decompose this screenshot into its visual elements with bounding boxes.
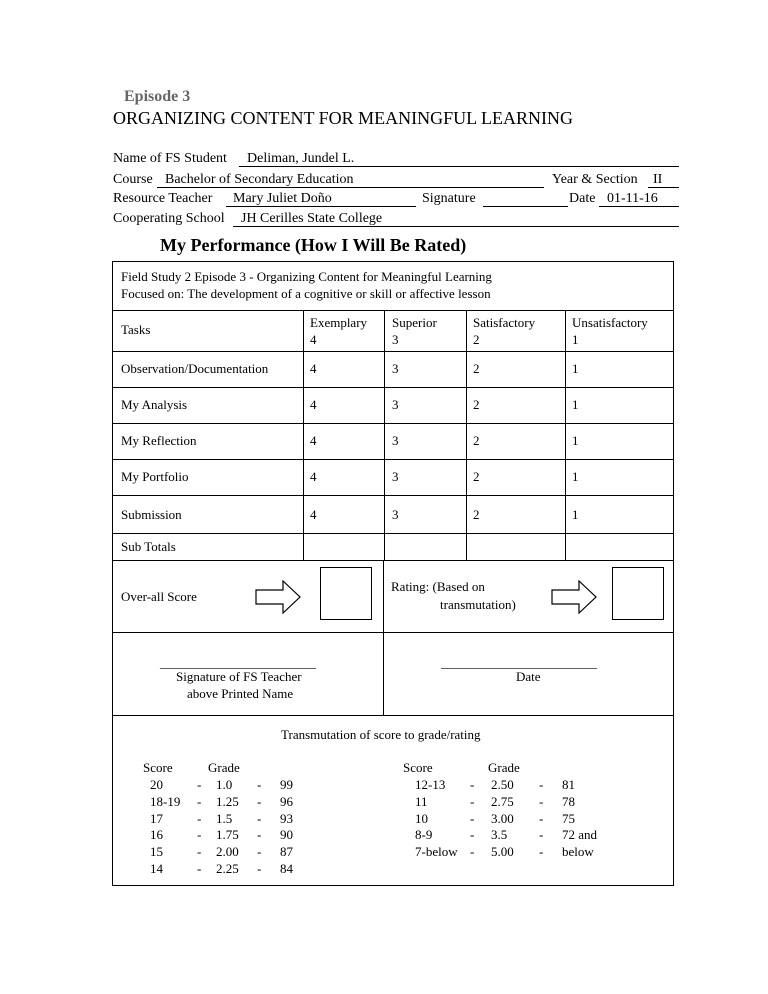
transmutation-left-ratings [280,777,293,878]
tasks-header: Tasks [121,322,151,337]
date-label: Date [569,191,596,206]
task-score: 4 [310,507,317,522]
transmutation-rating: 99 [280,777,293,792]
dash-column: - - - - - - [197,777,202,876]
col-divider [303,310,304,560]
transmutation-grade: 2.75 [491,793,514,809]
arrow-right-icon [255,580,301,614]
task-label: My Reflection [121,433,197,448]
rubric-intro-line1: Field Study 2 Episode 3 - Organizing Content for Meaningful Learning [121,269,492,284]
task-score: 4 [310,397,317,412]
teacher-value: Mary Juliet Doño [233,191,332,206]
date-line: ________________________ [441,655,597,670]
date-field-label: Date [516,669,541,684]
task-score: 4 [310,433,317,448]
overall-score-box[interactable] [320,567,372,620]
course-underline [157,187,544,188]
transmutation-score: 10 [415,810,428,826]
dash-column: - - - - - - [257,777,262,876]
level-label-satisfactory: Satisfactory [473,315,536,330]
level-points-satisfactory: 2 [473,332,480,347]
performance-title: My Performance (How I Will Be Rated) [160,235,467,255]
transmutation-grade: 2.00 [216,844,239,860]
row-divider [112,715,674,716]
row-divider [112,533,674,534]
rating-box[interactable] [612,567,664,620]
col-divider [466,310,467,560]
transmutation-score: 12-13 [415,777,446,792]
transmutation-score: 17 [150,810,163,826]
task-score: 2 [473,361,480,376]
transmutation-score: 8-9 [415,827,433,843]
rubric-intro-line2: Focused on: The development of a cognitive or skill or affective lesson [121,286,491,301]
transmutation-score: 7-below [415,844,458,860]
transmutation-rating: below [562,844,594,860]
row-divider [112,560,674,561]
dash-column: - - - - - [539,777,544,860]
transmutation-grade: 3.5 [491,827,508,843]
document-title: ORGANIZING CONTENT FOR MEANINGFUL LEARNING [113,108,573,128]
course-value: Bachelor of Secondary Education [165,172,354,187]
transmutation-score: 20 [150,777,163,792]
level-label-unsatisfactory: Unsatisfactory [572,315,648,330]
score-header: Score [143,760,173,775]
row-divider [112,495,674,496]
transmutation-left-grades [216,777,239,878]
dash-column: - - - - - [470,777,475,860]
task-label: Submission [121,507,182,522]
task-score: 1 [572,507,579,522]
transmutation-score: 18-19 [150,793,181,809]
signature-sublabel: above Printed Name [187,686,294,701]
episode-label: Episode 3 [124,88,191,105]
transmutation-grade: 5.00 [491,844,514,860]
task-label: My Analysis [121,397,188,412]
level-points-superior: 3 [392,332,399,347]
date-underline [599,206,679,207]
signature-line: ________________________ [160,655,316,670]
task-score: 3 [392,397,399,412]
transmutation-rating: 84 [280,860,293,876]
subtotals-label: Sub Totals [121,539,176,554]
task-score: 4 [310,469,317,484]
row-divider [112,310,674,311]
student-underline [239,166,679,167]
task-score: 2 [473,433,480,448]
transmutation-grade: 2.25 [216,860,239,876]
transmutation-left-scores [150,777,180,878]
transmutation-score: 11 [415,793,428,809]
signature-label: Signature [422,191,476,206]
year-underline [648,187,679,188]
transmutation-rating: 90 [280,827,293,843]
transmutation-rating: 87 [280,844,293,860]
transmutation-rating: 75 [562,810,575,826]
level-label-superior: Superior [392,315,437,330]
row-divider [112,459,674,460]
year-label: Year & Section [552,172,638,187]
col-divider [383,560,384,715]
task-score: 3 [392,507,399,522]
transmutation-right-ratings [562,777,597,861]
row-divider [112,387,674,388]
task-score: 4 [310,361,317,376]
transmutation-grade: 1.75 [216,827,239,843]
transmutation-rating: 93 [280,810,293,826]
school-underline [233,226,679,227]
school-label: Cooperating School [113,211,225,226]
course-label: Course [113,172,153,187]
transmutation-rating: 72 and [562,827,598,843]
student-label: Name of FS Student [113,151,227,166]
transmutation-grade: 1.0 [216,777,233,792]
task-score: 2 [473,397,480,412]
score-header: Score [403,760,433,775]
level-label-exemplary: Exemplary [310,315,368,330]
school-value: JH Cerilles State College [241,211,383,226]
col-divider [384,310,385,560]
transmutation-right-scores [415,777,458,861]
task-score: 1 [572,397,579,412]
signature-underline [483,206,568,207]
transmutation-rating: 78 [562,793,575,809]
transmutation-grade: 1.5 [216,810,233,826]
task-score: 1 [572,361,579,376]
student-value: Deliman, Jundel L. [247,151,355,166]
rating-label-line1: Rating: (Based on [391,579,485,594]
row-divider [112,423,674,424]
year-value: II [653,172,663,187]
grade-header: Grade [208,760,240,775]
task-label: My Portfolio [121,469,189,484]
row-divider [112,632,674,633]
transmutation-grade: 3.00 [491,810,514,826]
teacher-underline [226,206,416,207]
transmutation-score: 14 [150,860,163,876]
transmutation-score: 15 [150,844,163,860]
overall-score-label: Over-all Score [121,589,197,604]
grade-header: Grade [488,760,520,775]
task-score: 1 [572,469,579,484]
col-divider [565,310,566,560]
task-score: 2 [473,507,480,522]
task-score: 2 [473,469,480,484]
transmutation-title: Transmutation of score to grade/rating [281,727,481,742]
level-points-unsatisfactory: 1 [572,332,579,347]
rating-label-line2: transmutation) [440,597,516,612]
level-points-exemplary: 4 [310,332,317,347]
transmutation-score: 16 [150,827,163,843]
transmutation-rating: 81 [562,777,575,792]
task-score: 3 [392,469,399,484]
task-score: 1 [572,433,579,448]
signature-label: Signature of FS Teacher [176,669,302,684]
transmutation-right-grades [491,777,514,861]
task-label: Observation/Documentation [121,361,269,376]
date-value: 01-11-16 [607,191,658,206]
arrow-right-icon [551,580,597,614]
task-score: 3 [392,361,399,376]
transmutation-grade: 2.50 [491,777,514,792]
transmutation-rating: 96 [280,793,293,809]
task-score: 3 [392,433,399,448]
teacher-label: Resource Teacher [113,191,213,206]
row-divider [112,351,674,352]
transmutation-grade: 1.25 [216,793,239,809]
